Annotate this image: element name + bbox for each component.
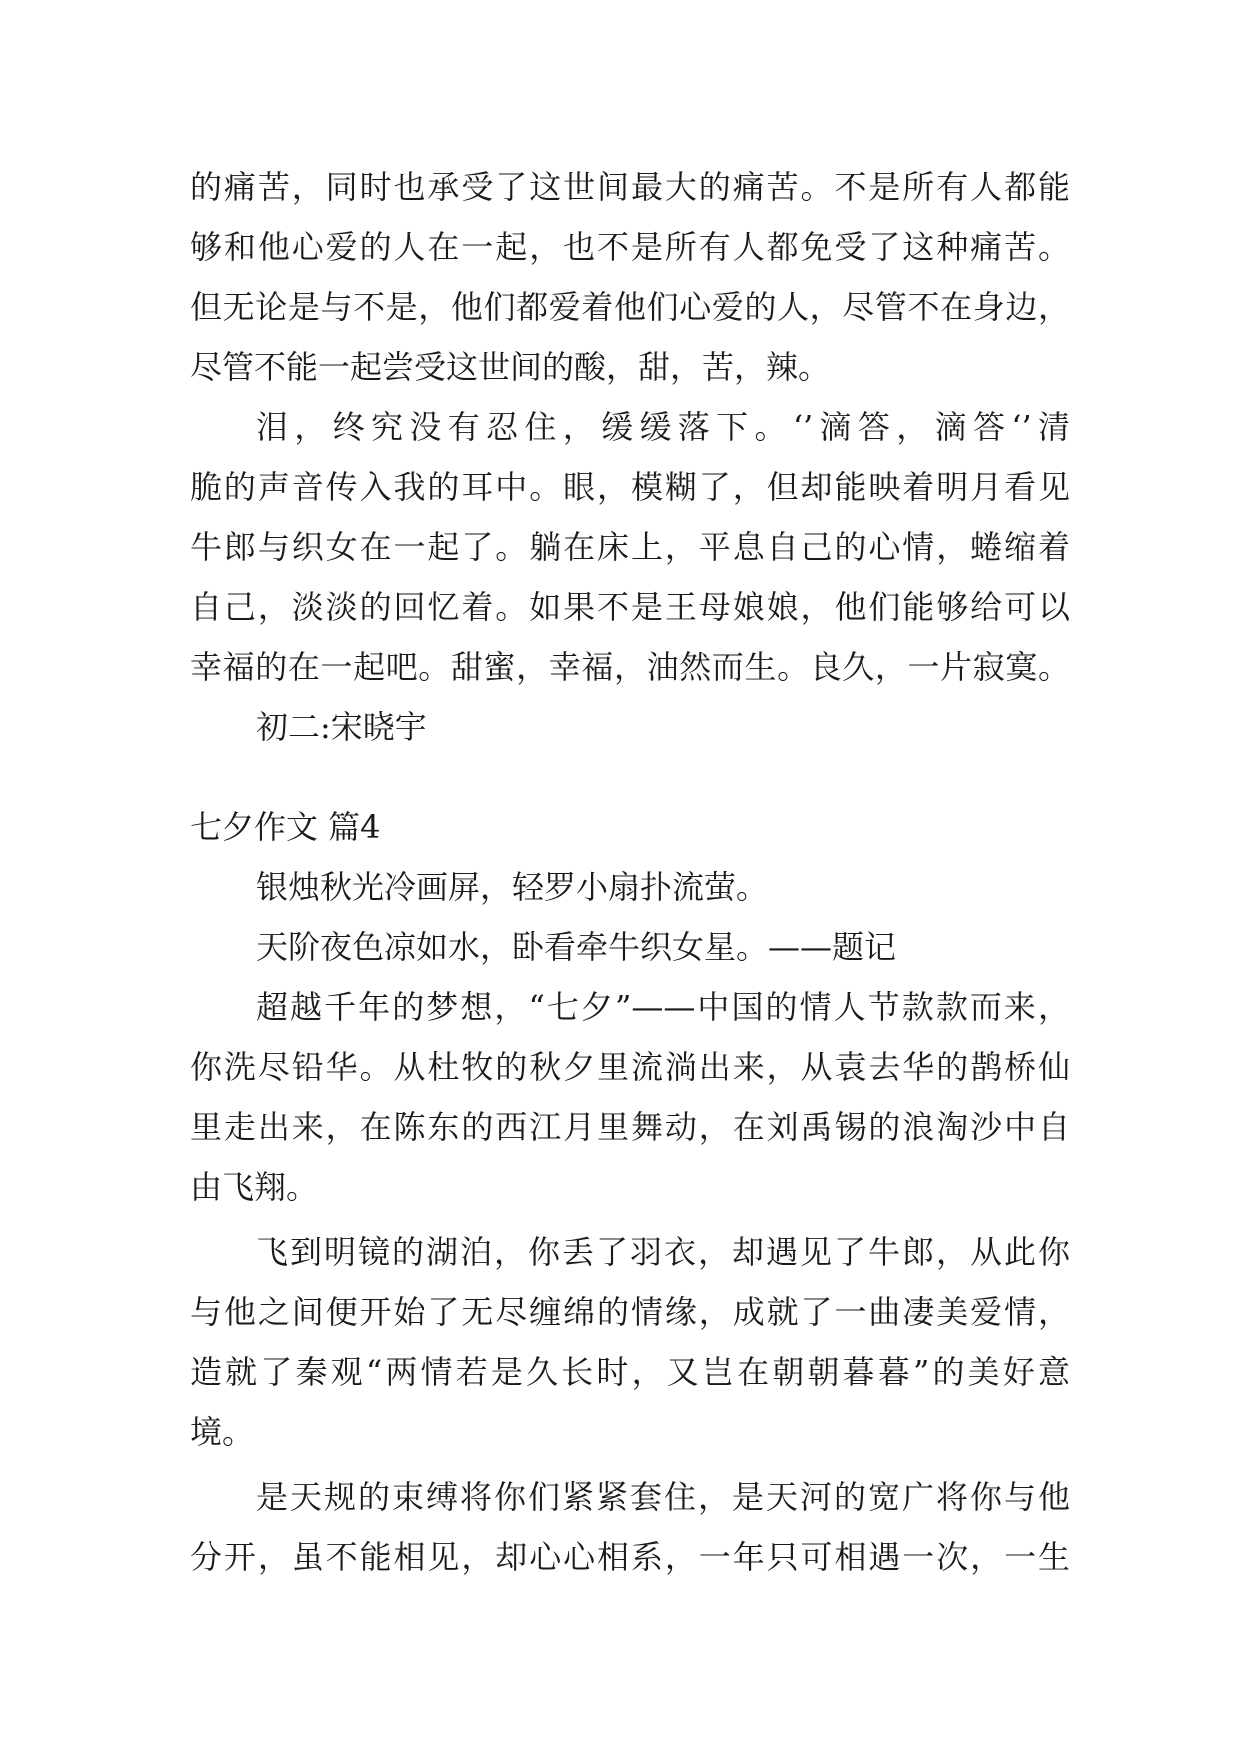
paragraph-line: 泪，终究没有忍住，缓缓落下。‘’滴答，滴答‘’清 [256,408,1070,446]
section-heading: 七夕作文 篇4 [190,808,381,846]
paragraph-line: 是天规的束缚将你们紧紧套住，是天河的宽广将你与他 [256,1478,1070,1516]
paragraph-line: 里走出来，在陈东的西江月里舞动，在刘禹锡的浪淘沙中自 [190,1108,1070,1146]
paragraph-line: 但无论是与不是，他们都爱着他们心爱的人，尽管不在身边， [190,288,1070,326]
author-line: 初二:宋晓宇 [256,708,427,746]
paragraph-line: 牛郎与织女在一起了。躺在床上，平息自己的心情，蜷缩着 [190,528,1070,566]
paragraph-line: 你洗尽铅华。从杜牧的秋夕里流淌出来，从袁去华的鹊桥仙 [190,1048,1070,1086]
paragraph-line: 超越千年的梦想，“七夕”——中国的情人节款款而来， [256,988,1070,1026]
paragraph-line: 境。 [190,1413,255,1451]
paragraph-line: 与他之间便开始了无尽缠绵的情缘，成就了一曲凄美爱情， [190,1293,1070,1331]
paragraph-line: 够和他心爱的人在一起，也不是所有人都免受了这种痛苦。 [190,228,1070,266]
paragraph-line: 造就了秦观“两情若是久长时，又岂在朝朝暮暮”的美好意 [190,1353,1070,1391]
paragraph-line: 幸福的在一起吧。甜蜜，幸福，油然而生。良久，一片寂寞。 [190,648,1070,686]
poem-line: 天阶夜色凉如水，卧看牵牛织女星。——题记 [256,928,897,966]
paragraph-line: 尽管不能一起尝受这世间的酸，甜，苦，辣。 [190,348,831,386]
paragraph-line: 自己，淡淡的回忆着。如果不是王母娘娘，他们能够给可以 [190,588,1070,626]
paragraph-line: 的痛苦，同时也承受了这世间最大的痛苦。不是所有人都能 [190,168,1070,206]
paragraph-line: 脆的声音传入我的耳中。眼，模糊了，但却能映着明月看见 [190,468,1070,506]
paragraph-line: 飞到明镜的湖泊，你丢了羽衣，却遇见了牛郎，从此你 [256,1233,1070,1271]
poem-line: 银烛秋光冷画屏，轻罗小扇扑流萤。 [256,868,769,906]
paragraph-line: 分开，虽不能相见，却心心相系，一年只可相遇一次，一生 [190,1538,1070,1576]
paragraph-line: 由飞翔。 [190,1168,319,1206]
